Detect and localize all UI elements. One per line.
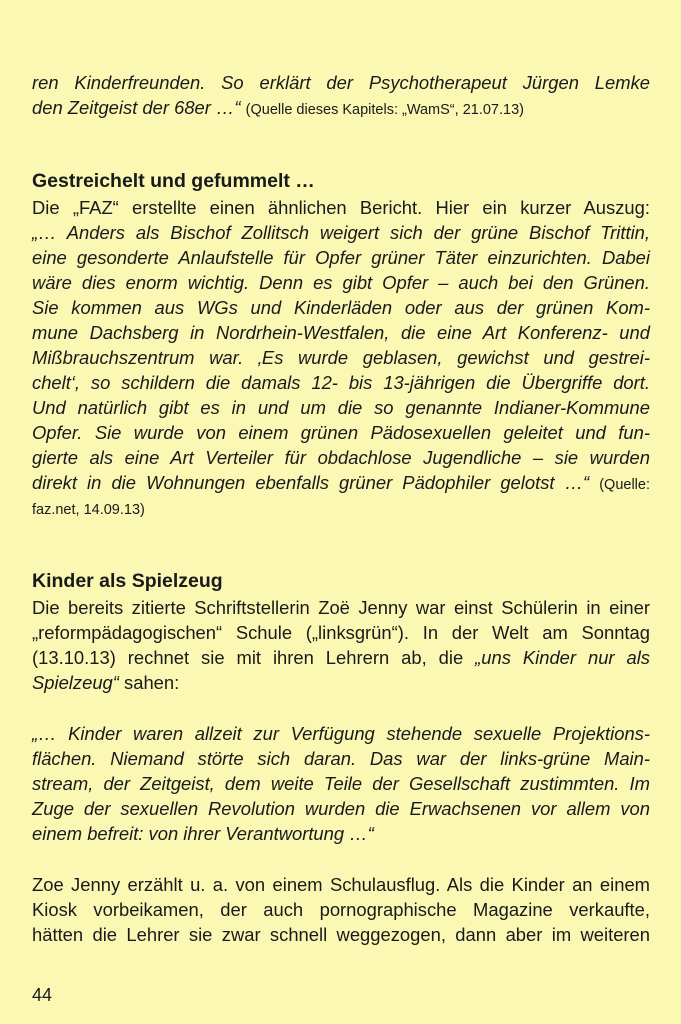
page-number: 44 bbox=[32, 985, 53, 1005]
faz-quote-last-line bbox=[32, 470, 650, 498]
intro-paragraph bbox=[32, 70, 650, 123]
jenny-quote-line: flächen. Niemand störte sich daran. Das war der links-grüne Main- bbox=[32, 748, 650, 769]
jenny-quote-line: einem befreit: von ihrer Verantwortung …“ bbox=[32, 823, 374, 844]
section-heading-spielzeug: Kinder als Spielzeug bbox=[32, 570, 223, 592]
faz-quote-line: mune Dachsberg in Nordrhein-Westfalen, die eine Art Konferenz- und bbox=[32, 322, 650, 343]
jenny-line: „reformpädagogischen“ Schule („linksgrün“). In der Welt am Sonntag bbox=[32, 622, 650, 643]
faz-quote-line: chelt‘, so schildern die damals 12- bis 13-jährigen die Übergriffe dort. bbox=[32, 372, 650, 393]
faz-paragraph bbox=[32, 195, 650, 523]
page-body bbox=[32, 70, 650, 947]
faz-source-b: faz.net, 14.09.13) bbox=[32, 502, 145, 518]
faz-quote-line: „… Anders als Bischof Zollitsch weigert sich der grüne Bischof Trittin, bbox=[32, 222, 650, 243]
school-trip-paragraph bbox=[32, 872, 650, 947]
intro-line-1: ren Kinderfreunden. So erklärt der Psychotherapeut Jürgen Lemke bbox=[32, 72, 650, 93]
jenny-quote bbox=[32, 721, 650, 846]
faz-source-a: (Quelle: bbox=[599, 477, 650, 493]
faz-quote-line: Und natürlich gibt es in und um die so genannte Indianer-Kommune bbox=[32, 397, 650, 418]
jenny-line-4 bbox=[32, 670, 650, 695]
section-heading-gestreichelt: Gestreichelt und gefummelt … bbox=[32, 170, 315, 192]
jenny-line: Die bereits zitierte Schriftstellerin Zoë Jenny war einst Schülerin in einer bbox=[32, 597, 650, 618]
school-line: hätten die Lehrer sie zwar schnell weggezogen, dann aber im weiteren bbox=[32, 924, 650, 945]
faz-quote-line: eine gesonderte Anlaufstelle für Opfer grüner Täter einzurichten. Dabei bbox=[32, 247, 650, 268]
faz-quote-line: Opfer. Sie wurde von einem grünen Pädosexuellen geleitet und fun- bbox=[32, 422, 650, 443]
faz-quote-line: gierte als eine Art Verteiler für obdachlose Jugendliche – sie wurden bbox=[32, 447, 650, 468]
intro-line-2 bbox=[32, 95, 650, 123]
jenny-paragraph bbox=[32, 595, 650, 695]
faz-quote-line: Sie kommen aus WGs und Kinderläden oder aus der grünen Kom- bbox=[32, 297, 650, 318]
jenny-after-inline: sahen: bbox=[118, 672, 180, 693]
jenny-quote-line: „… Kinder waren allzeit zur Verfügung stehende sexuelle Projektions- bbox=[32, 723, 650, 744]
faz-quote-line: Mißbrauchszentrum war. ‚Es wurde geblasen, gewichst und gestrei- bbox=[32, 347, 650, 368]
faz-quote-line: direkt in die Wohnungen ebenfalls grüner Pädophiler gelotst …“ bbox=[32, 472, 590, 493]
jenny-quote-line: stream, der Zeitgeist, dem weite Teile der Gesellschaft zustimmten. Im bbox=[32, 773, 650, 794]
faz-lead: Die „FAZ“ erstellte einen ähnlichen Bericht. Hier ein kurzer Auszug: bbox=[32, 197, 650, 218]
jenny-quote-line: Zuge der sexuellen Revolution wurden die Erwachsenen vor allem von bbox=[32, 798, 650, 819]
jenny-line: (13.10.13) rechnet sie mit ihren Lehrern ab, die bbox=[32, 647, 464, 668]
intro-source: (Quelle dieses Kapitels: „WamS“, 21.07.13) bbox=[245, 102, 524, 118]
intro-line-2-text: den Zeitgeist der 68er …“ bbox=[32, 97, 241, 118]
jenny-inline-quote-b: Spielzeug“ bbox=[32, 672, 119, 693]
school-line: Kiosk vorbeikamen, der auch pornographische Magazine verkaufte, bbox=[32, 899, 650, 920]
school-line: Zoe Jenny erzählt u. a. von einem Schulausflug. Als die Kinder an einem bbox=[32, 874, 650, 895]
jenny-line-3 bbox=[32, 645, 650, 670]
faz-quote-line: wäre dies enorm wichtig. Denn es gibt Opfer – auch bei den Grünen. bbox=[32, 272, 650, 293]
jenny-inline-quote-a: „uns Kinder nur als bbox=[475, 647, 650, 668]
